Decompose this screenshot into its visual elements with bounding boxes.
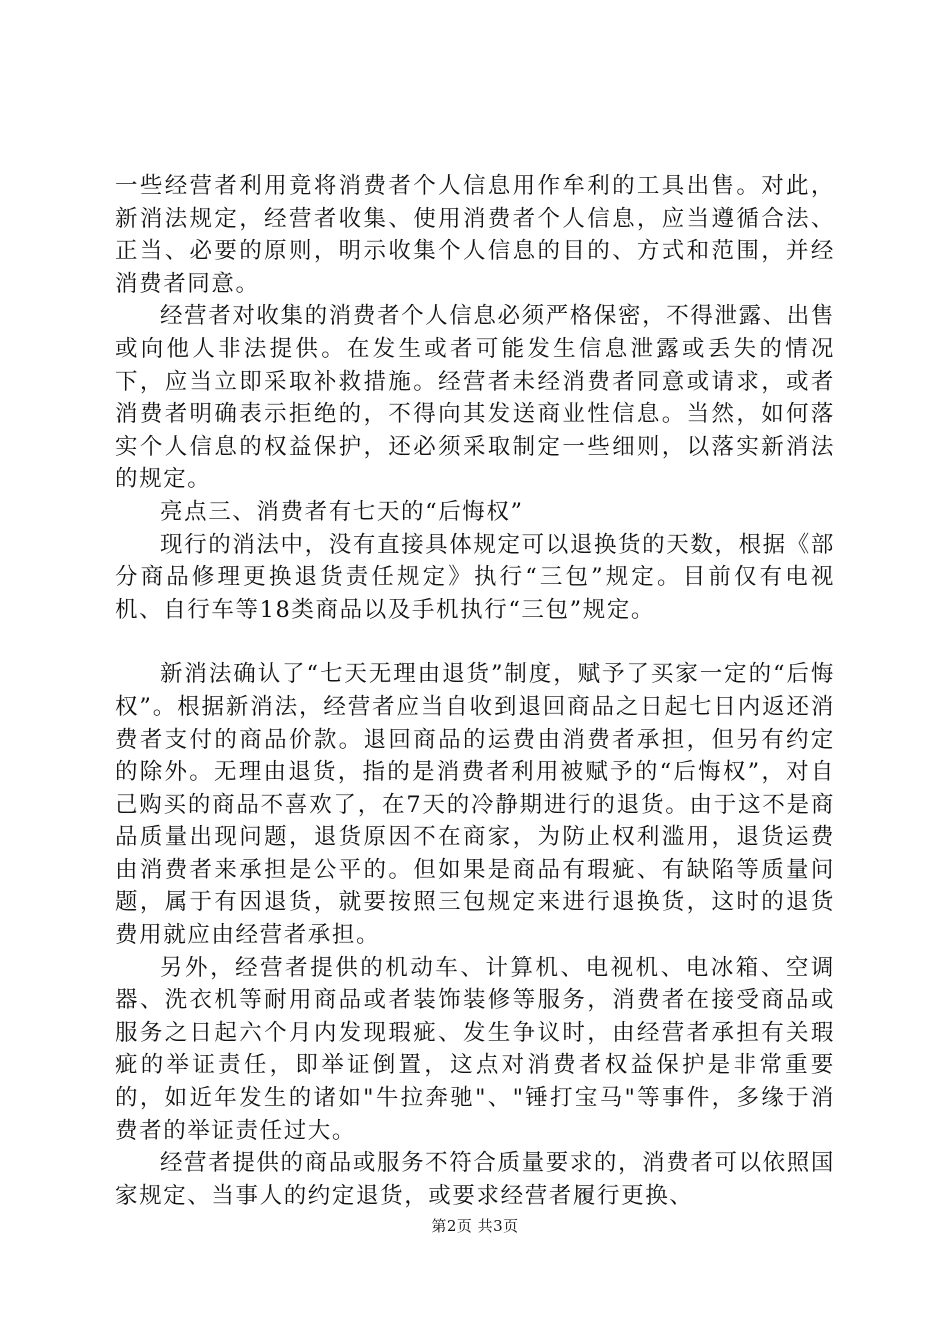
page-number-footer: 第2页 共3页 [431, 1217, 519, 1235]
paragraph-quality-requirements: 经营者提供的商品或服务不符合质量要求的，消费者可以依照国家规定、当事人的约定退货，或要求经营者履行更换、 [115, 1150, 835, 1209]
section-heading-highlight-three: 亮点三、消费者有七天的“后悔权” [160, 498, 524, 525]
paragraph-seven-day-return: 新消法确认了“七天无理由退货”制度，赋予了买家一定的“后悔权”。根据新消法，经营者应当自收到退回商品之日起七日内返还消费者支付的商品价款。退回商品的运费由消费者承担，但另有约定的除外。无理由退货，指的是消费者利用被赋予的“后悔权”，对自己购买的商品不喜欢了，在7天的冷静期进行的退货。由于这不是商品质量出现问题，退货原因不在商家，为防止权利滥用，退货运费由消费者来承担是公平的。但如果是商品有瑕疵、有缺陷等质量问题，属于有因退货，就要按照三包规定来进行退换货，这时的退货费用就应由经营者承担。 [115, 661, 835, 949]
document-body [115, 170, 835, 1212]
paragraph-current-law: 现行的消法中，没有直接具体规定可以退换货的天数，根据《部分商品修理更换退货责任规定》执行“三包”规定。目前仅有电视机、自行车等18类商品以及手机执行“三包”规定。 [115, 531, 835, 623]
paragraph-personal-info-sale: 一些经营者利用竟将消费者个人信息用作牟利的工具出售。对此，新消法规定，经营者收集、使用消费者个人信息，应当遵循合法、正当、必要的原则，明示收集个人信息的目的、方式和范围，并经消费者同意。 [115, 173, 835, 297]
paragraph-confidentiality: 经营者对收集的消费者个人信息必须严格保密，不得泄露、出售或向他人非法提供。在发生或者可能发生信息泄露或丢失的情况下，应当立即采取补救措施。经营者未经消费者同意或请求，或者消费者明确表示拒绝的，不得向其发送商业性信息。当然，如何落实个人信息的权益保护，还必须采取制定一些细则，以落实新消法的规定。 [115, 303, 835, 493]
paragraph-burden-of-proof: 另外，经营者提供的机动车、计算机、电视机、电冰箱、空调器、洗衣机等耐用商品或者装饰装修等服务，消费者在接受商品或服务之日起六个月内发现瑕疵、发生争议时，由经营者承担有关瑕疵的举证责任，即举证倒置，这点对消费者权益保护是非常重要的，如近年发生的诸如"牛拉奔驰"、"锤打宝马"等事件，多缘于消费者的举证责任过大。 [115, 954, 835, 1144]
